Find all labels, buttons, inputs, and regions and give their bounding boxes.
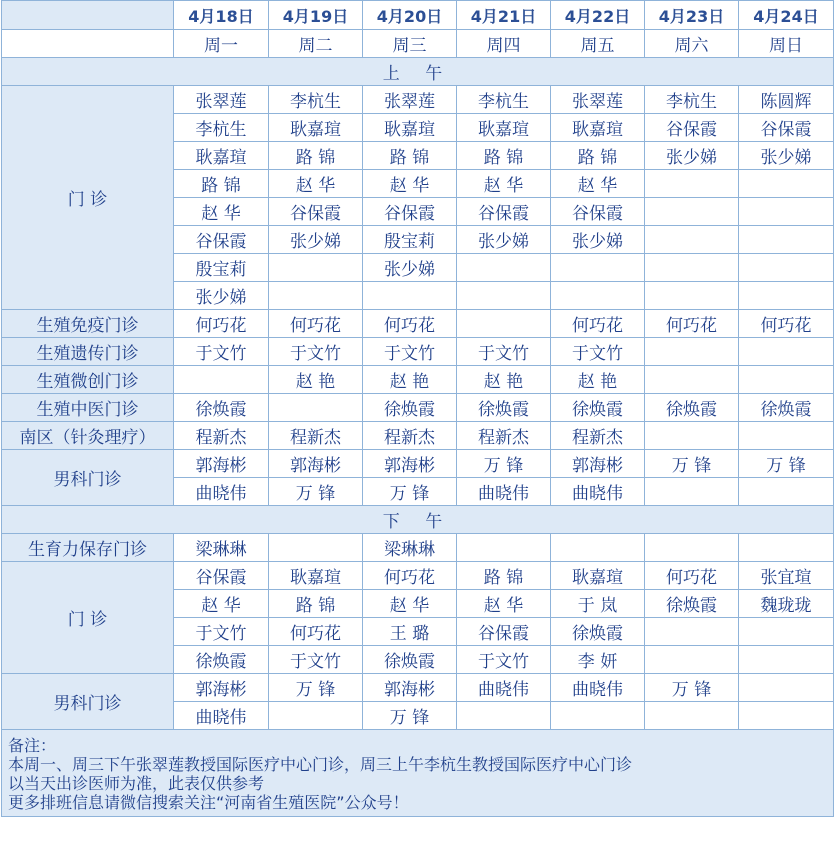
doctor-cell: 张翠莲: [174, 86, 269, 114]
doctor-cell: 曲晓伟: [551, 674, 645, 702]
doctor-cell: 程新杰: [363, 422, 457, 450]
doctor-cell: [739, 226, 834, 254]
doctor-cell: [739, 170, 834, 198]
doctor-cell: 谷保霞: [645, 114, 739, 142]
doctor-cell: 谷保霞: [551, 198, 645, 226]
doctor-cell: [739, 338, 834, 366]
doctor-cell: 耿嘉瑄: [269, 562, 363, 590]
doctor-cell: 张少娣: [363, 254, 457, 282]
doctor-cell: 何巧花: [363, 310, 457, 338]
doctor-cell: 张少娣: [739, 142, 834, 170]
doctor-cell: 耿嘉瑄: [269, 114, 363, 142]
doctor-cell: [645, 226, 739, 254]
doctor-cell: [645, 422, 739, 450]
doctor-cell: [739, 702, 834, 730]
date-header: 4月23日: [645, 1, 739, 30]
doctor-cell: 郭海彬: [174, 450, 269, 478]
doctor-cell: 赵 华: [457, 590, 551, 618]
doctor-cell: 徐焕霞: [363, 394, 457, 422]
doctor-cell: 程新杰: [551, 422, 645, 450]
weekday-header: 周五: [551, 30, 645, 58]
doctor-cell: 于 岚: [551, 590, 645, 618]
doctor-cell: 曲晓伟: [174, 702, 269, 730]
doctor-cell: 于文竹: [269, 646, 363, 674]
doctor-cell: [739, 254, 834, 282]
doctor-cell: [551, 282, 645, 310]
date-header: 4月22日: [551, 1, 645, 30]
date-header-row: [2, 1, 834, 30]
doctor-cell: 张少娣: [457, 226, 551, 254]
schedule-row: [2, 674, 834, 702]
weekday-header: 周一: [174, 30, 269, 58]
header-corner: [2, 1, 174, 30]
department-name: 生殖中医门诊: [2, 394, 174, 422]
doctor-cell: [739, 422, 834, 450]
weekday-header: 周二: [269, 30, 363, 58]
doctor-cell: 谷保霞: [174, 562, 269, 590]
doctor-cell: 何巧花: [645, 562, 739, 590]
date-header: 4月18日: [174, 1, 269, 30]
doctor-cell: 何巧花: [269, 310, 363, 338]
doctor-cell: 何巧花: [363, 562, 457, 590]
doctor-cell: 徐焕霞: [645, 590, 739, 618]
doctor-cell: 李杭生: [174, 114, 269, 142]
doctor-cell: 谷保霞: [174, 226, 269, 254]
doctor-cell: 耿嘉瑄: [551, 114, 645, 142]
notes-row: [2, 730, 834, 817]
doctor-cell: 赵 艳: [269, 366, 363, 394]
doctor-cell: 何巧花: [551, 310, 645, 338]
doctor-cell: [739, 478, 834, 506]
weekday-header: 周六: [645, 30, 739, 58]
doctor-cell: 谷保霞: [739, 114, 834, 142]
doctor-cell: 万 锋: [269, 478, 363, 506]
notes-title: 备注：: [8, 736, 57, 755]
doctor-cell: 梁琳琳: [174, 534, 269, 562]
schedule-row: [2, 422, 834, 450]
doctor-cell: 张少娣: [551, 226, 645, 254]
doctor-cell: 耿嘉瑄: [363, 114, 457, 142]
weekday-header: 周四: [457, 30, 551, 58]
doctor-cell: 李杭生: [645, 86, 739, 114]
doctor-cell: 何巧花: [174, 310, 269, 338]
schedule-row: [2, 366, 834, 394]
doctor-cell: 何巧花: [269, 618, 363, 646]
department-name: 男科门诊: [2, 674, 174, 730]
doctor-cell: 路 锦: [551, 142, 645, 170]
doctor-cell: [363, 282, 457, 310]
doctor-cell: 万 锋: [645, 674, 739, 702]
doctor-cell: 于文竹: [363, 338, 457, 366]
date-header: 4月19日: [269, 1, 363, 30]
doctor-cell: 谷保霞: [363, 198, 457, 226]
doctor-cell: 于文竹: [269, 338, 363, 366]
doctor-cell: 魏珑珑: [739, 590, 834, 618]
doctor-cell: [645, 366, 739, 394]
doctor-cell: [645, 618, 739, 646]
doctor-cell: 路 锦: [457, 142, 551, 170]
doctor-cell: 赵 华: [457, 170, 551, 198]
doctor-cell: [551, 254, 645, 282]
doctor-cell: 徐焕霞: [174, 646, 269, 674]
doctor-cell: [739, 282, 834, 310]
doctor-cell: 曲晓伟: [457, 478, 551, 506]
doctor-cell: 徐焕霞: [551, 618, 645, 646]
weekday-header-row: [2, 30, 834, 58]
doctor-cell: [645, 478, 739, 506]
doctor-cell: 曲晓伟: [457, 674, 551, 702]
doctor-cell: 曲晓伟: [551, 478, 645, 506]
doctor-cell: [645, 170, 739, 198]
doctor-cell: 赵 艳: [363, 366, 457, 394]
header-corner-blank: [2, 30, 174, 58]
doctor-cell: 路 锦: [363, 142, 457, 170]
doctor-cell: 谷保霞: [457, 198, 551, 226]
schedule-row: [2, 338, 834, 366]
doctor-cell: 徐焕霞: [551, 394, 645, 422]
doctor-cell: [269, 534, 363, 562]
doctor-cell: 路 锦: [174, 170, 269, 198]
department-name: 男科门诊: [2, 450, 174, 506]
doctor-cell: 万 锋: [645, 450, 739, 478]
doctor-cell: 张少娣: [269, 226, 363, 254]
doctor-cell: 张少娣: [645, 142, 739, 170]
doctor-cell: [645, 338, 739, 366]
doctor-cell: 张翠莲: [551, 86, 645, 114]
doctor-cell: 路 锦: [457, 562, 551, 590]
doctor-cell: 郭海彬: [363, 674, 457, 702]
doctor-cell: [645, 646, 739, 674]
doctor-cell: [645, 534, 739, 562]
doctor-cell: [457, 702, 551, 730]
doctor-cell: 徐焕霞: [457, 394, 551, 422]
doctor-cell: 谷保霞: [269, 198, 363, 226]
schedule-row: [2, 86, 834, 114]
doctor-cell: 程新杰: [174, 422, 269, 450]
doctor-cell: 赵 华: [363, 170, 457, 198]
doctor-cell: [645, 198, 739, 226]
schedule-row: [2, 310, 834, 338]
doctor-cell: [645, 702, 739, 730]
department-name: 门 诊: [2, 86, 174, 310]
doctor-cell: 郭海彬: [551, 450, 645, 478]
doctor-cell: 徐焕霞: [739, 394, 834, 422]
doctor-cell: 程新杰: [269, 422, 363, 450]
doctor-cell: 于文竹: [174, 338, 269, 366]
afternoon-section-label: 下 午: [2, 506, 834, 534]
doctor-cell: [739, 534, 834, 562]
department-name: 生育力保存门诊: [2, 534, 174, 562]
schedule-row: [2, 394, 834, 422]
doctor-cell: [269, 394, 363, 422]
note-line: 更多排班信息请微信搜索关注“河南省生殖医院”公众号！: [8, 793, 409, 812]
note-line: 本周一、周三下午张翠莲教授国际医疗中心门诊，周三上午李杭生教授国际医疗中心门诊: [8, 755, 633, 774]
doctor-cell: 路 锦: [269, 590, 363, 618]
doctor-cell: 徐焕霞: [174, 394, 269, 422]
doctor-cell: 何巧花: [739, 310, 834, 338]
afternoon-section-row: [2, 506, 834, 534]
doctor-cell: [269, 254, 363, 282]
doctor-cell: 万 锋: [363, 478, 457, 506]
doctor-cell: 赵 华: [551, 170, 645, 198]
doctor-cell: 赵 华: [269, 170, 363, 198]
department-name: 生殖微创门诊: [2, 366, 174, 394]
doctor-cell: [269, 282, 363, 310]
doctor-cell: [739, 646, 834, 674]
doctor-cell: 张少娣: [174, 282, 269, 310]
doctor-cell: 李杭生: [269, 86, 363, 114]
doctor-cell: [457, 282, 551, 310]
doctor-cell: 赵 华: [174, 198, 269, 226]
note-line: 以当天出诊医师为准，此表仅供参考: [8, 774, 265, 793]
morning-section-label: 上 午: [2, 58, 834, 86]
doctor-cell: 赵 华: [363, 590, 457, 618]
doctor-cell: 殷宝莉: [174, 254, 269, 282]
doctor-cell: 万 锋: [269, 674, 363, 702]
doctor-cell: 徐焕霞: [645, 394, 739, 422]
doctor-cell: [739, 674, 834, 702]
doctor-cell: 程新杰: [457, 422, 551, 450]
doctor-cell: 赵 华: [174, 590, 269, 618]
date-header: 4月24日: [739, 1, 834, 30]
doctor-cell: 殷宝莉: [363, 226, 457, 254]
doctor-cell: 郭海彬: [363, 450, 457, 478]
doctor-cell: 张翠莲: [363, 86, 457, 114]
department-name: 生殖免疫门诊: [2, 310, 174, 338]
doctor-cell: 于文竹: [457, 646, 551, 674]
doctor-cell: 耿嘉瑄: [174, 142, 269, 170]
schedule-row: [2, 534, 834, 562]
schedule-row: [2, 562, 834, 590]
doctor-cell: 于文竹: [174, 618, 269, 646]
doctor-cell: [551, 702, 645, 730]
schedule-body: [2, 1, 834, 817]
doctor-cell: [739, 618, 834, 646]
doctor-cell: 耿嘉瑄: [457, 114, 551, 142]
doctor-cell: [551, 534, 645, 562]
doctor-cell: 万 锋: [739, 450, 834, 478]
doctor-cell: 郭海彬: [174, 674, 269, 702]
doctor-cell: 路 锦: [269, 142, 363, 170]
doctor-cell: [269, 702, 363, 730]
doctor-cell: 耿嘉瑄: [551, 562, 645, 590]
schedule-row: [2, 450, 834, 478]
doctor-cell: [457, 254, 551, 282]
doctor-cell: [739, 198, 834, 226]
department-name: 生殖遗传门诊: [2, 338, 174, 366]
date-header: 4月21日: [457, 1, 551, 30]
doctor-cell: [739, 366, 834, 394]
doctor-cell: [457, 310, 551, 338]
doctor-cell: 何巧花: [645, 310, 739, 338]
doctor-cell: 万 锋: [457, 450, 551, 478]
department-name: 南区（针灸理疗）: [2, 422, 174, 450]
doctor-cell: 曲晓伟: [174, 478, 269, 506]
doctor-cell: 王 璐: [363, 618, 457, 646]
department-name: 门 诊: [2, 562, 174, 674]
doctor-cell: [645, 254, 739, 282]
doctor-cell: 于文竹: [457, 338, 551, 366]
doctor-cell: [645, 282, 739, 310]
doctor-cell: [174, 366, 269, 394]
doctor-cell: 梁琳琳: [363, 534, 457, 562]
doctor-cell: [457, 534, 551, 562]
doctor-cell: 于文竹: [551, 338, 645, 366]
doctor-cell: 赵 艳: [551, 366, 645, 394]
doctor-cell: 陈圆辉: [739, 86, 834, 114]
doctor-cell: 赵 艳: [457, 366, 551, 394]
doctor-cell: 徐焕霞: [363, 646, 457, 674]
doctor-cell: 谷保霞: [457, 618, 551, 646]
weekday-header: 周日: [739, 30, 834, 58]
schedule-table: [1, 0, 834, 817]
doctor-cell: 李 妍: [551, 646, 645, 674]
morning-section-row: [2, 58, 834, 86]
notes-cell: [2, 730, 834, 817]
weekday-header: 周三: [363, 30, 457, 58]
doctor-cell: 李杭生: [457, 86, 551, 114]
doctor-cell: 郭海彬: [269, 450, 363, 478]
doctor-cell: 万 锋: [363, 702, 457, 730]
doctor-cell: 张宜瑄: [739, 562, 834, 590]
date-header: 4月20日: [363, 1, 457, 30]
